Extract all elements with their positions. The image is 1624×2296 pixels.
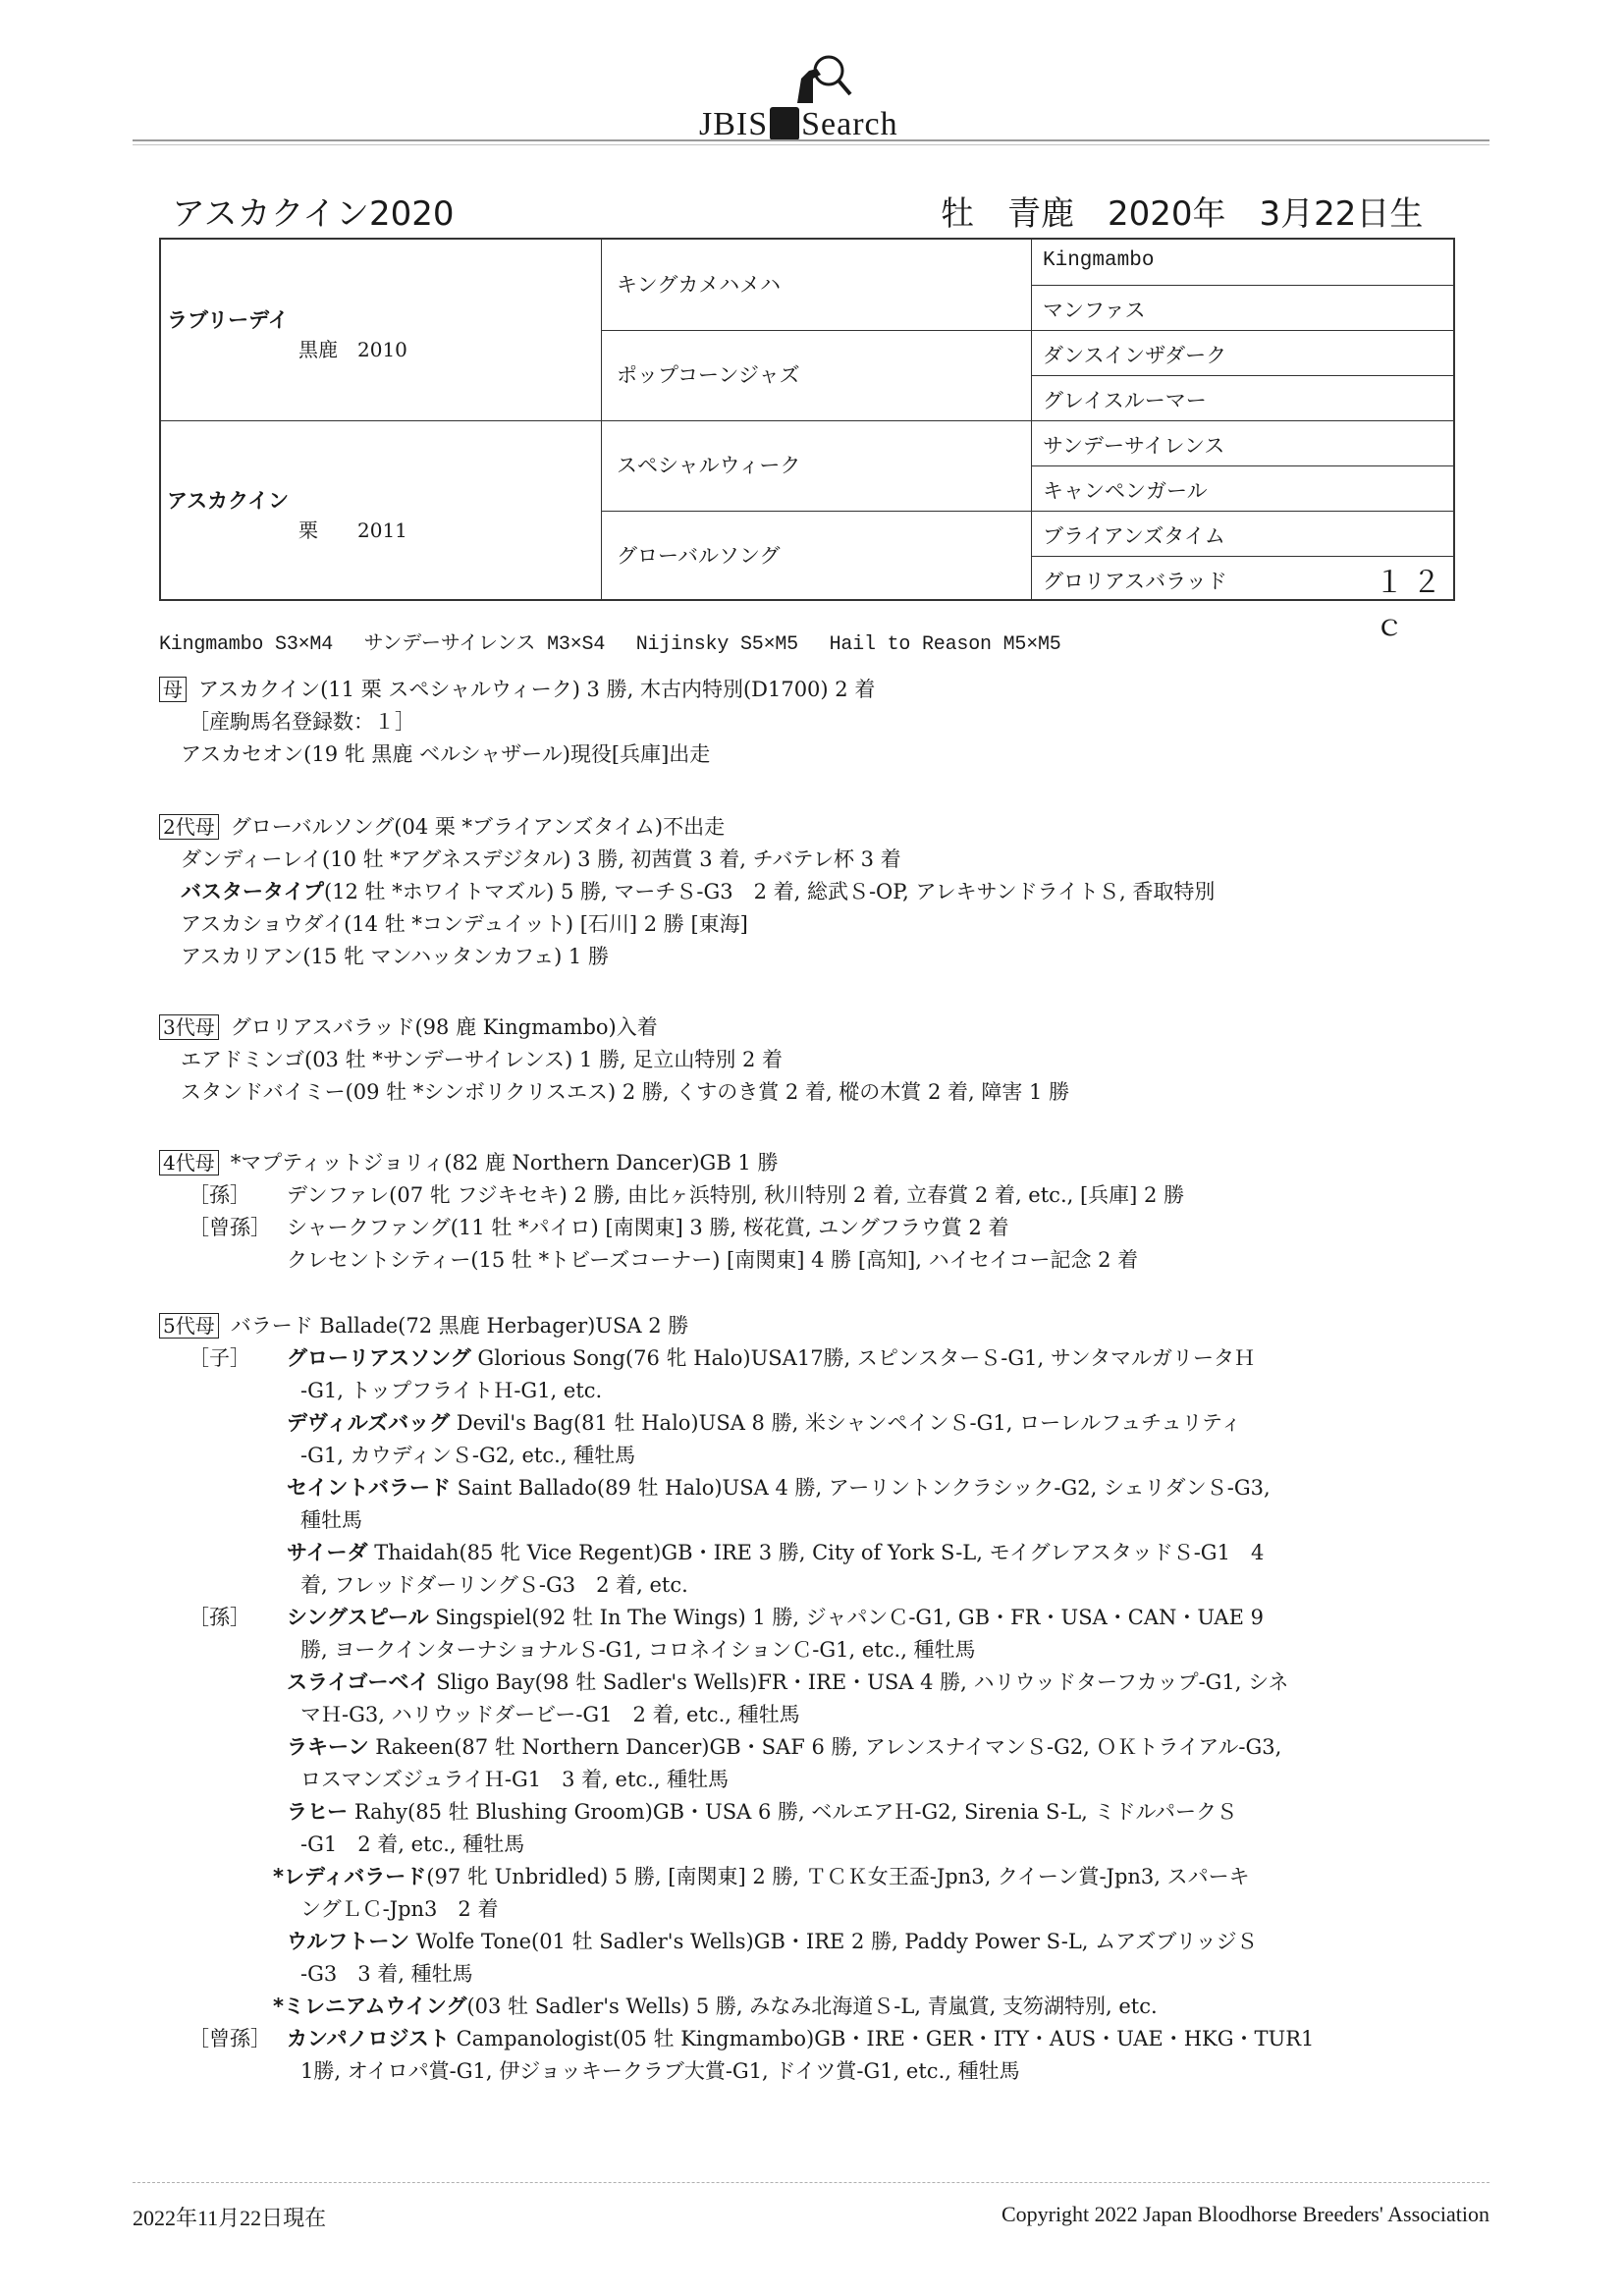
horse-record-text: バラード Ballade(72 黒鹿 Herbager)USA 2 勝	[230, 1314, 689, 1338]
header-rule-thin	[133, 144, 1489, 145]
horse-name: アスカクイン2020	[172, 194, 455, 234]
line-body	[300, 1764, 729, 1796]
line-body	[300, 1634, 976, 1667]
line-body	[300, 1699, 800, 1731]
horse-record-text: -G1 2 着, etc., 種牡馬	[300, 1832, 525, 1856]
family-line	[159, 706, 1475, 738]
family-line	[159, 1602, 1475, 1634]
line-body	[300, 1569, 688, 1602]
generation-label: 5代母	[159, 1313, 219, 1339]
line-body	[231, 1015, 658, 1039]
family-line	[159, 811, 1475, 844]
family-line	[159, 1537, 1475, 1569]
horse-record-text: アスカセオン(19 牝 黒鹿 ベルシャザール)現役[兵庫]出走	[181, 742, 711, 766]
line-body	[273, 1991, 1158, 2023]
pedigree-gen3: ダンスインザダーク	[1043, 344, 1227, 367]
pedigree-row-line	[1031, 465, 1453, 466]
sire-name: ラブリーデイ	[167, 308, 289, 332]
horse-magnifier-icon	[780, 49, 868, 108]
family-section	[159, 1011, 1475, 1109]
family-line	[159, 1893, 1475, 1926]
logo-search: Search	[801, 106, 898, 142]
line-body	[181, 1076, 1069, 1109]
horse-record-text: マＨ-G3, ハリウッドダービー-G1 2 着, etc., 種牡馬	[300, 1703, 800, 1726]
generation-label: 3代母	[159, 1014, 219, 1040]
horse-name-bold: *ミレニアムウイング	[273, 1995, 467, 2018]
family-line	[159, 1829, 1475, 1861]
family-line	[159, 1076, 1475, 1109]
relation-label: ［孫］	[189, 1606, 250, 1629]
horse-record-text: デンファレ(07 牝 フジキセキ) 2 勝, 由比ヶ浜特別, 秋川特別 2 着, 立春賞 2 着, etc., [兵庫] 2 勝	[287, 1183, 1185, 1207]
line-body	[300, 1440, 635, 1472]
horse-record-text: (12 牡 *ホワイトマズル) 5 勝, マーチＳ-G3 2 着, 総武Ｓ-OP, アレキサンドライトＳ, 香取特別	[323, 880, 1216, 903]
line-body	[287, 1212, 1008, 1244]
horse-name-bold: カンパノロジスト	[287, 2027, 450, 2050]
family-line	[159, 674, 1475, 706]
family-line	[159, 1375, 1475, 1407]
family-line	[159, 1926, 1475, 1958]
pedigree-table	[159, 238, 1455, 643]
family-line	[159, 738, 1475, 771]
family-line	[159, 1407, 1475, 1440]
relation-label: ［曾孫］	[189, 1216, 271, 1239]
horse-record-text: *マプティットジョリィ(82 鹿 Northern Dancer)GB 1 勝	[230, 1151, 779, 1175]
horse-name-bold: シングスピール	[287, 1606, 429, 1629]
pedigree-row-line	[1031, 511, 1453, 512]
line-body	[300, 1893, 498, 1926]
pedigree-row-line	[601, 511, 1031, 512]
horse-record-text: アスカリアン(15 牝 マンハッタンカフェ) 1 勝	[181, 945, 609, 968]
line-body	[181, 1044, 783, 1076]
horse-record-text: Campanologist(05 牡 Kingmambo)GB・IRE・GER・ITY・AUS・UAE・HKG・TUR1	[449, 2027, 1315, 2050]
line-body	[181, 738, 710, 771]
family-line	[159, 1699, 1475, 1731]
line-body	[300, 1375, 602, 1407]
pedigree-gen3: キャンペンガール	[1043, 479, 1208, 503]
horse-record-text: -G3 3 着, 種牡馬	[300, 1962, 473, 1986]
pedigree-gen3: グレイスルーマー	[1043, 389, 1207, 412]
horse-record-text: 1勝, オイロパ賞-G1, 伊ジョッキークラブ大賞-G1, ドイツ賞-G1, etc., 種牡馬	[300, 2059, 1020, 2083]
family-line	[159, 2055, 1475, 2088]
family-line	[159, 1179, 1475, 1212]
horse-record-text: (97 牝 Unbridled) 5 勝, [南関東] 2 勝, ＴＣＫ女王盃-Jpn3, クイーン賞-Jpn3, スパーキ	[426, 1865, 1250, 1888]
footer-copyright: Copyright 2022 Japan Bloodhorse Breeders' Association	[1001, 2202, 1489, 2226]
relation-label: ［曾孫］	[189, 2027, 271, 2050]
pedigree-gen2: キングカメハメハ	[617, 273, 781, 297]
dam-info: 栗 2011	[298, 519, 407, 542]
pedigree-row-line	[1031, 330, 1453, 331]
logo-can-icon	[770, 107, 799, 140]
horse-record-text: アスカショウダイ(14 牡 *コンデュイット) [石川] 2 勝 [東海]	[181, 912, 748, 936]
family-line	[159, 1764, 1475, 1796]
family-line	[159, 1504, 1475, 1537]
inbreeding-line: Kingmambo S3×M4 サンデーサイレンス M3×S4 Nijinsky S5×M5 Hail to Reason M5×M5	[159, 633, 1061, 656]
line-body	[231, 1151, 779, 1175]
horse-record-text: エアドミンゴ(03 牡 *サンデーサイレンス) 1 勝, 足立山特別 2 着	[181, 1048, 784, 1071]
pedigree-row-line	[1031, 556, 1453, 557]
family-number: １２ｃ	[1375, 566, 1449, 643]
generation-label: 母	[159, 677, 187, 702]
horse-record-text: ングＬＣ-Jpn3 2 着	[300, 1897, 499, 1921]
family-line	[159, 908, 1475, 941]
family-line	[159, 1310, 1475, 1342]
family-line	[159, 1342, 1475, 1375]
family-line	[159, 1569, 1475, 1602]
pedigree-row-line	[601, 330, 1031, 331]
horse-record-text: 種牡馬	[300, 1508, 362, 1532]
horse-record-text: Devil's Bag(81 牡 Halo)USA 8 勝, 米シャンペインＳ-G1, ローレルフュチュリティ	[450, 1411, 1242, 1435]
line-body	[189, 706, 415, 738]
family-line	[159, 1667, 1475, 1699]
family-line	[159, 1044, 1475, 1076]
horse-name-bold: ラヒー	[287, 1800, 349, 1824]
horse-name-bold: デヴィルズバッグ	[287, 1411, 451, 1435]
family-line	[159, 2023, 1475, 2055]
jbis-search-logo	[699, 49, 945, 147]
horse-name-bold: スライゴーベイ	[287, 1670, 430, 1694]
line-body	[287, 1407, 1241, 1440]
horse-record-text: クレセントシティー(15 牡 *トビーズコーナー) [南関東] 4 勝 [高知], ハイセイコー記念 2 着	[287, 1248, 1139, 1272]
family-line	[159, 844, 1475, 876]
family-line	[159, 1634, 1475, 1667]
generation-label: 2代母	[159, 814, 219, 840]
horse-record-text: (03 牡 Sadler's Wells) 5 勝, みなみ北海道Ｓ-L, 青嵐賞, 支笏湖特別, etc.	[466, 1995, 1158, 2018]
line-body	[300, 1958, 473, 1991]
line-body	[300, 1504, 362, 1537]
line-body	[300, 1829, 524, 1861]
pedigree-row-line	[1031, 285, 1453, 286]
pedigree-gen2: ポップコーンジャズ	[617, 363, 800, 387]
horse-name-bold: ラキーン	[287, 1735, 369, 1759]
horse-record-text: Sligo Bay(98 牡 Sadler's Wells)FR・IRE・USA 4 勝, ハリウッドターフカップ-G1, シネ	[429, 1670, 1289, 1694]
relation-label: ［子］	[189, 1346, 250, 1370]
horse-record-text: Saint Ballado(89 牡 Halo)USA 4 勝, アーリントンクラシック-G2, シェリダンＳ-G3,	[450, 1476, 1271, 1500]
horse-record-text: グローバルソング(04 栗 *ブライアンズタイム)不出走	[230, 815, 726, 839]
family-line	[159, 876, 1475, 908]
pedigree-gen3: Kingmambo	[1043, 249, 1155, 272]
line-body	[287, 1796, 1237, 1829]
line-body	[181, 844, 901, 876]
horse-record-text: グロリアスバラッド(98 鹿 Kingmambo)入着	[230, 1015, 658, 1039]
horse-name-bold: セイントバラード	[287, 1476, 451, 1500]
line-body	[231, 815, 725, 839]
line-body	[287, 1179, 1184, 1212]
line-body	[287, 1244, 1138, 1277]
footer-rule	[133, 2182, 1489, 2183]
family-section	[159, 1147, 1475, 1277]
horse-record-text: 勝, ヨークインターナショナルＳ-G1, コロネイションＣ-G1, etc., 種牡馬	[300, 1638, 976, 1662]
line-body	[287, 1472, 1271, 1504]
line-body	[287, 1537, 1264, 1569]
pedigree-divider	[161, 420, 1031, 421]
family-section	[159, 1310, 1475, 2088]
line-body	[287, 1731, 1281, 1764]
line-body	[181, 908, 748, 941]
footer-date: 2022年11月22日現在	[133, 2206, 327, 2230]
pedigree-gen2: スペシャルウィーク	[617, 454, 801, 477]
line-body	[181, 941, 609, 973]
family-line	[159, 941, 1475, 973]
horse-record-text: -G1, トップフライトＨ-G1, etc.	[300, 1379, 603, 1402]
line-body	[300, 2055, 1020, 2088]
horse-name-bold: バスタータイプ	[181, 880, 324, 903]
horse-name-bold: *レディバラード	[273, 1865, 427, 1888]
line-body	[273, 1861, 1250, 1893]
line-body	[287, 1342, 1255, 1375]
pedigree-gen2: グローバルソング	[617, 544, 781, 568]
line-body	[287, 2023, 1314, 2055]
horse-record-text: -G1, カウディンＳ-G2, etc., 種牡馬	[300, 1444, 636, 1467]
line-body	[287, 1926, 1258, 1958]
pedigree-row-line	[1031, 420, 1453, 421]
pedigree-gen3: マンファス	[1043, 299, 1146, 322]
horse-record-text: シャークファング(11 牡 *パイロ) [南関東] 3 勝, 桜花賞, ユングフラウ賞 2 着	[287, 1216, 1009, 1239]
horse-record-text: Thaidah(85 牝 Vice Regent)GB・IRE 3 勝, City of York S-L, モイグレアスタッドＳ-G1 4	[367, 1541, 1265, 1564]
horse-record-text: ダンディーレイ(10 牡 *アグネスデジタル) 3 勝, 初茜賞 3 着, チバテレ杯 3 着	[181, 847, 901, 871]
line-body	[231, 1314, 689, 1338]
family-line	[159, 1861, 1475, 1893]
horse-record-text: アスカクイン(11 栗 スペシャルウィーク) 3 勝, 木古内特別(D1700) 2 着	[198, 678, 876, 701]
pedigree-col-line	[601, 240, 602, 601]
horse-record-text: 着, フレッドダーリングＳ-G3 2 着, etc.	[300, 1573, 688, 1597]
dam-name: アスカクイン	[167, 489, 290, 513]
line-body	[181, 876, 1215, 908]
family-line	[159, 1212, 1475, 1244]
sire-info: 黒鹿 2010	[298, 338, 407, 361]
family-line	[159, 1991, 1475, 2023]
horse-info: 牡 青鹿 2020年 3月22日生	[941, 194, 1424, 234]
family-line	[159, 1440, 1475, 1472]
family-line	[159, 1796, 1475, 1829]
header-rule	[133, 139, 1489, 141]
pedigree-gen3: ブライアンズタイム	[1043, 524, 1225, 548]
family-line	[159, 1958, 1475, 1991]
horse-record-text: Singspiel(92 牡 In The Wings) 1 勝, ジャパンＣ-G1, GB・FR・USA・CAN・UAE 9	[428, 1606, 1264, 1629]
family-line	[159, 1244, 1475, 1277]
horse-record-text: ロスマンズジュライＨ-G1 3 着, etc., 種牡馬	[300, 1768, 730, 1791]
family-line	[159, 1731, 1475, 1764]
horse-record-text: Rakeen(87 牡 Northern Dancer)GB・SAF 6 勝, アレンスナイマンＳ-G2, ＯＫトライアル-G3,	[368, 1735, 1282, 1759]
horse-record-text: ［産駒馬名登録数：１］	[189, 710, 415, 734]
family-line	[159, 1011, 1475, 1044]
horse-record-text: Wolfe Tone(01 牡 Sadler's Wells)GB・IRE 2 勝, Paddy Power S-L, ムアズブリッジＳ	[408, 1930, 1258, 1953]
horse-name-bold: ウルフトーン	[287, 1930, 409, 1953]
horse-record-text: Glorious Song(76 牝 Halo)USA17勝, スピンスターＳ-G1, サンタマルガリータＨ	[470, 1346, 1255, 1370]
generation-label: 4代母	[159, 1150, 219, 1175]
pedigree-row-line	[1031, 375, 1453, 376]
line-body	[198, 678, 875, 701]
relation-label: ［孫］	[189, 1183, 250, 1207]
family-section	[159, 674, 1475, 771]
logo-jbis: JBIS	[699, 106, 769, 142]
horse-name-bold: サイーダ	[287, 1541, 368, 1564]
line-body	[287, 1667, 1289, 1699]
horse-record-text: スタンドバイミー(09 牡 *シンボリクリスエス) 2 勝, くすのき賞 2 着, 樅の木賞 2 着, 障害 1 勝	[181, 1080, 1070, 1104]
pedigree-gen3: グロリアスバラッド	[1043, 570, 1227, 593]
horse-name-bold: グローリアスソング	[287, 1346, 471, 1370]
pedigree-col-line	[1453, 240, 1454, 601]
family-line	[159, 1147, 1475, 1179]
pedigree-gen3: サンデーサイレンス	[1043, 434, 1225, 458]
family-section	[159, 811, 1475, 973]
family-line	[159, 1472, 1475, 1504]
line-body	[287, 1602, 1264, 1634]
horse-record-text: Rahy(85 牡 Blushing Groom)GB・USA 6 勝, ベルエアＨ-G2, Sirenia S-L, ミドルパークＳ	[348, 1800, 1238, 1824]
